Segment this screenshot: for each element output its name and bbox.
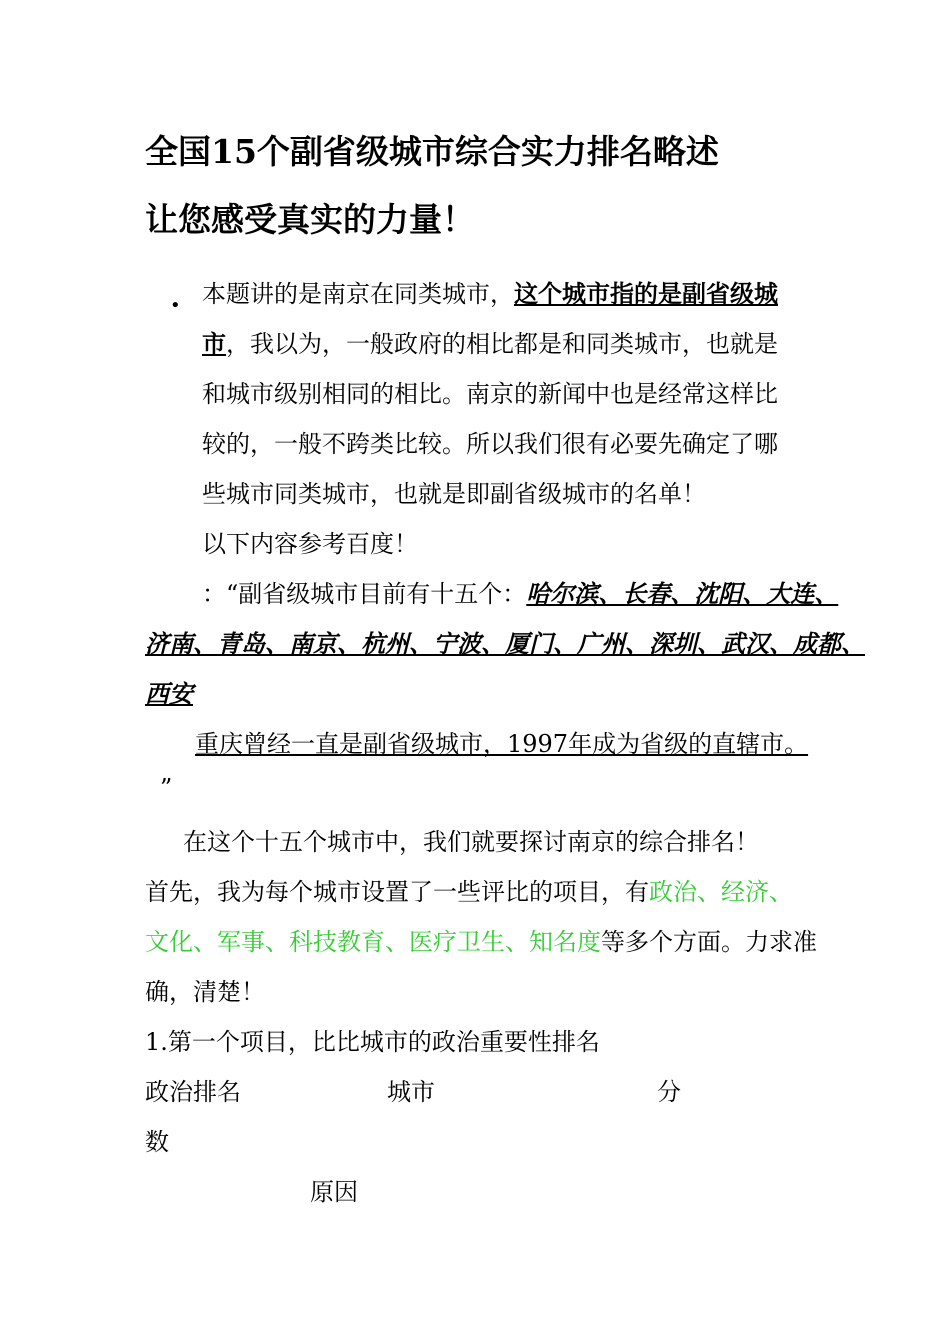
table-header-city: 城市 xyxy=(387,1078,435,1106)
intro-line-3: 和城市级别相同的相比。南京的新闻中也是经常这样比 xyxy=(202,380,778,408)
table-header-reason: 原因 xyxy=(310,1178,358,1206)
table-header-score-part1: 分 xyxy=(657,1078,681,1106)
city-list: 西安 xyxy=(145,679,193,708)
table-header-rank: 政治排名 xyxy=(145,1078,241,1106)
body-text: 等多个方面。力求准 xyxy=(601,928,817,956)
quote-line-3 xyxy=(145,678,193,710)
emphasis-text: 这个城市指的是副省级城 xyxy=(514,279,778,308)
document-title: 全国15个副省级城市综合实力排名略述 xyxy=(145,132,719,171)
intro-line-6: 以下内容参考百度！ xyxy=(202,530,418,558)
emphasis-text: 市 xyxy=(202,329,226,358)
body-paragraph-1: 在这个十五个城市中，我们就要探讨南京的综合排名！ xyxy=(183,828,759,856)
body-line-2 xyxy=(145,876,793,908)
intro-line-4: 较的，一般不跨类比较。所以我们很有必要先确定了哪 xyxy=(202,430,778,458)
document-subtitle: 让您感受真实的力量！ xyxy=(145,200,475,239)
table-header-score-part2: 数 xyxy=(145,1128,169,1156)
bullet-marker: • xyxy=(170,295,181,316)
quote-close-mark: ” xyxy=(160,774,173,802)
body-text: 首先，我为每个城市设置了一些评比的项目，有 xyxy=(145,878,649,906)
city-list: 济南、青岛、南京、杭州、宁波、厦门、广州、深圳、武汉、成都、 xyxy=(145,629,865,658)
intro-text: 本题讲的是南京在同类城市， xyxy=(202,280,514,308)
body-line-3 xyxy=(145,926,817,958)
quote-lead: ：“副省级城市目前有十五个： xyxy=(202,580,527,608)
intro-text: ，我以为，一般政府的相比都是和同类城市，也就是 xyxy=(226,330,778,358)
intro-line-1 xyxy=(202,278,778,310)
intro-line-2 xyxy=(202,328,778,360)
category-list: 政治、经济、 xyxy=(649,878,793,906)
quote-line-1 xyxy=(202,578,838,610)
city-list: 哈尔滨、长春、沈阳、大连、 xyxy=(526,579,839,608)
section-heading-1: 1.第一个项目，比比城市的政治重要性排名 xyxy=(145,1028,600,1056)
quote-line-2 xyxy=(145,628,865,660)
chongqing-note: 重庆曾经一直是副省级城市，1997年成为省级的直辖市。 xyxy=(195,730,809,758)
body-line-4: 确，清楚！ xyxy=(145,978,265,1006)
intro-line-5: 些城市同类城市，也就是即副省级城市的名单！ xyxy=(202,480,706,508)
quote-line-4 xyxy=(195,728,808,760)
category-list: 文化、军事、科技教育、医疗卫生、知名度 xyxy=(145,928,601,956)
